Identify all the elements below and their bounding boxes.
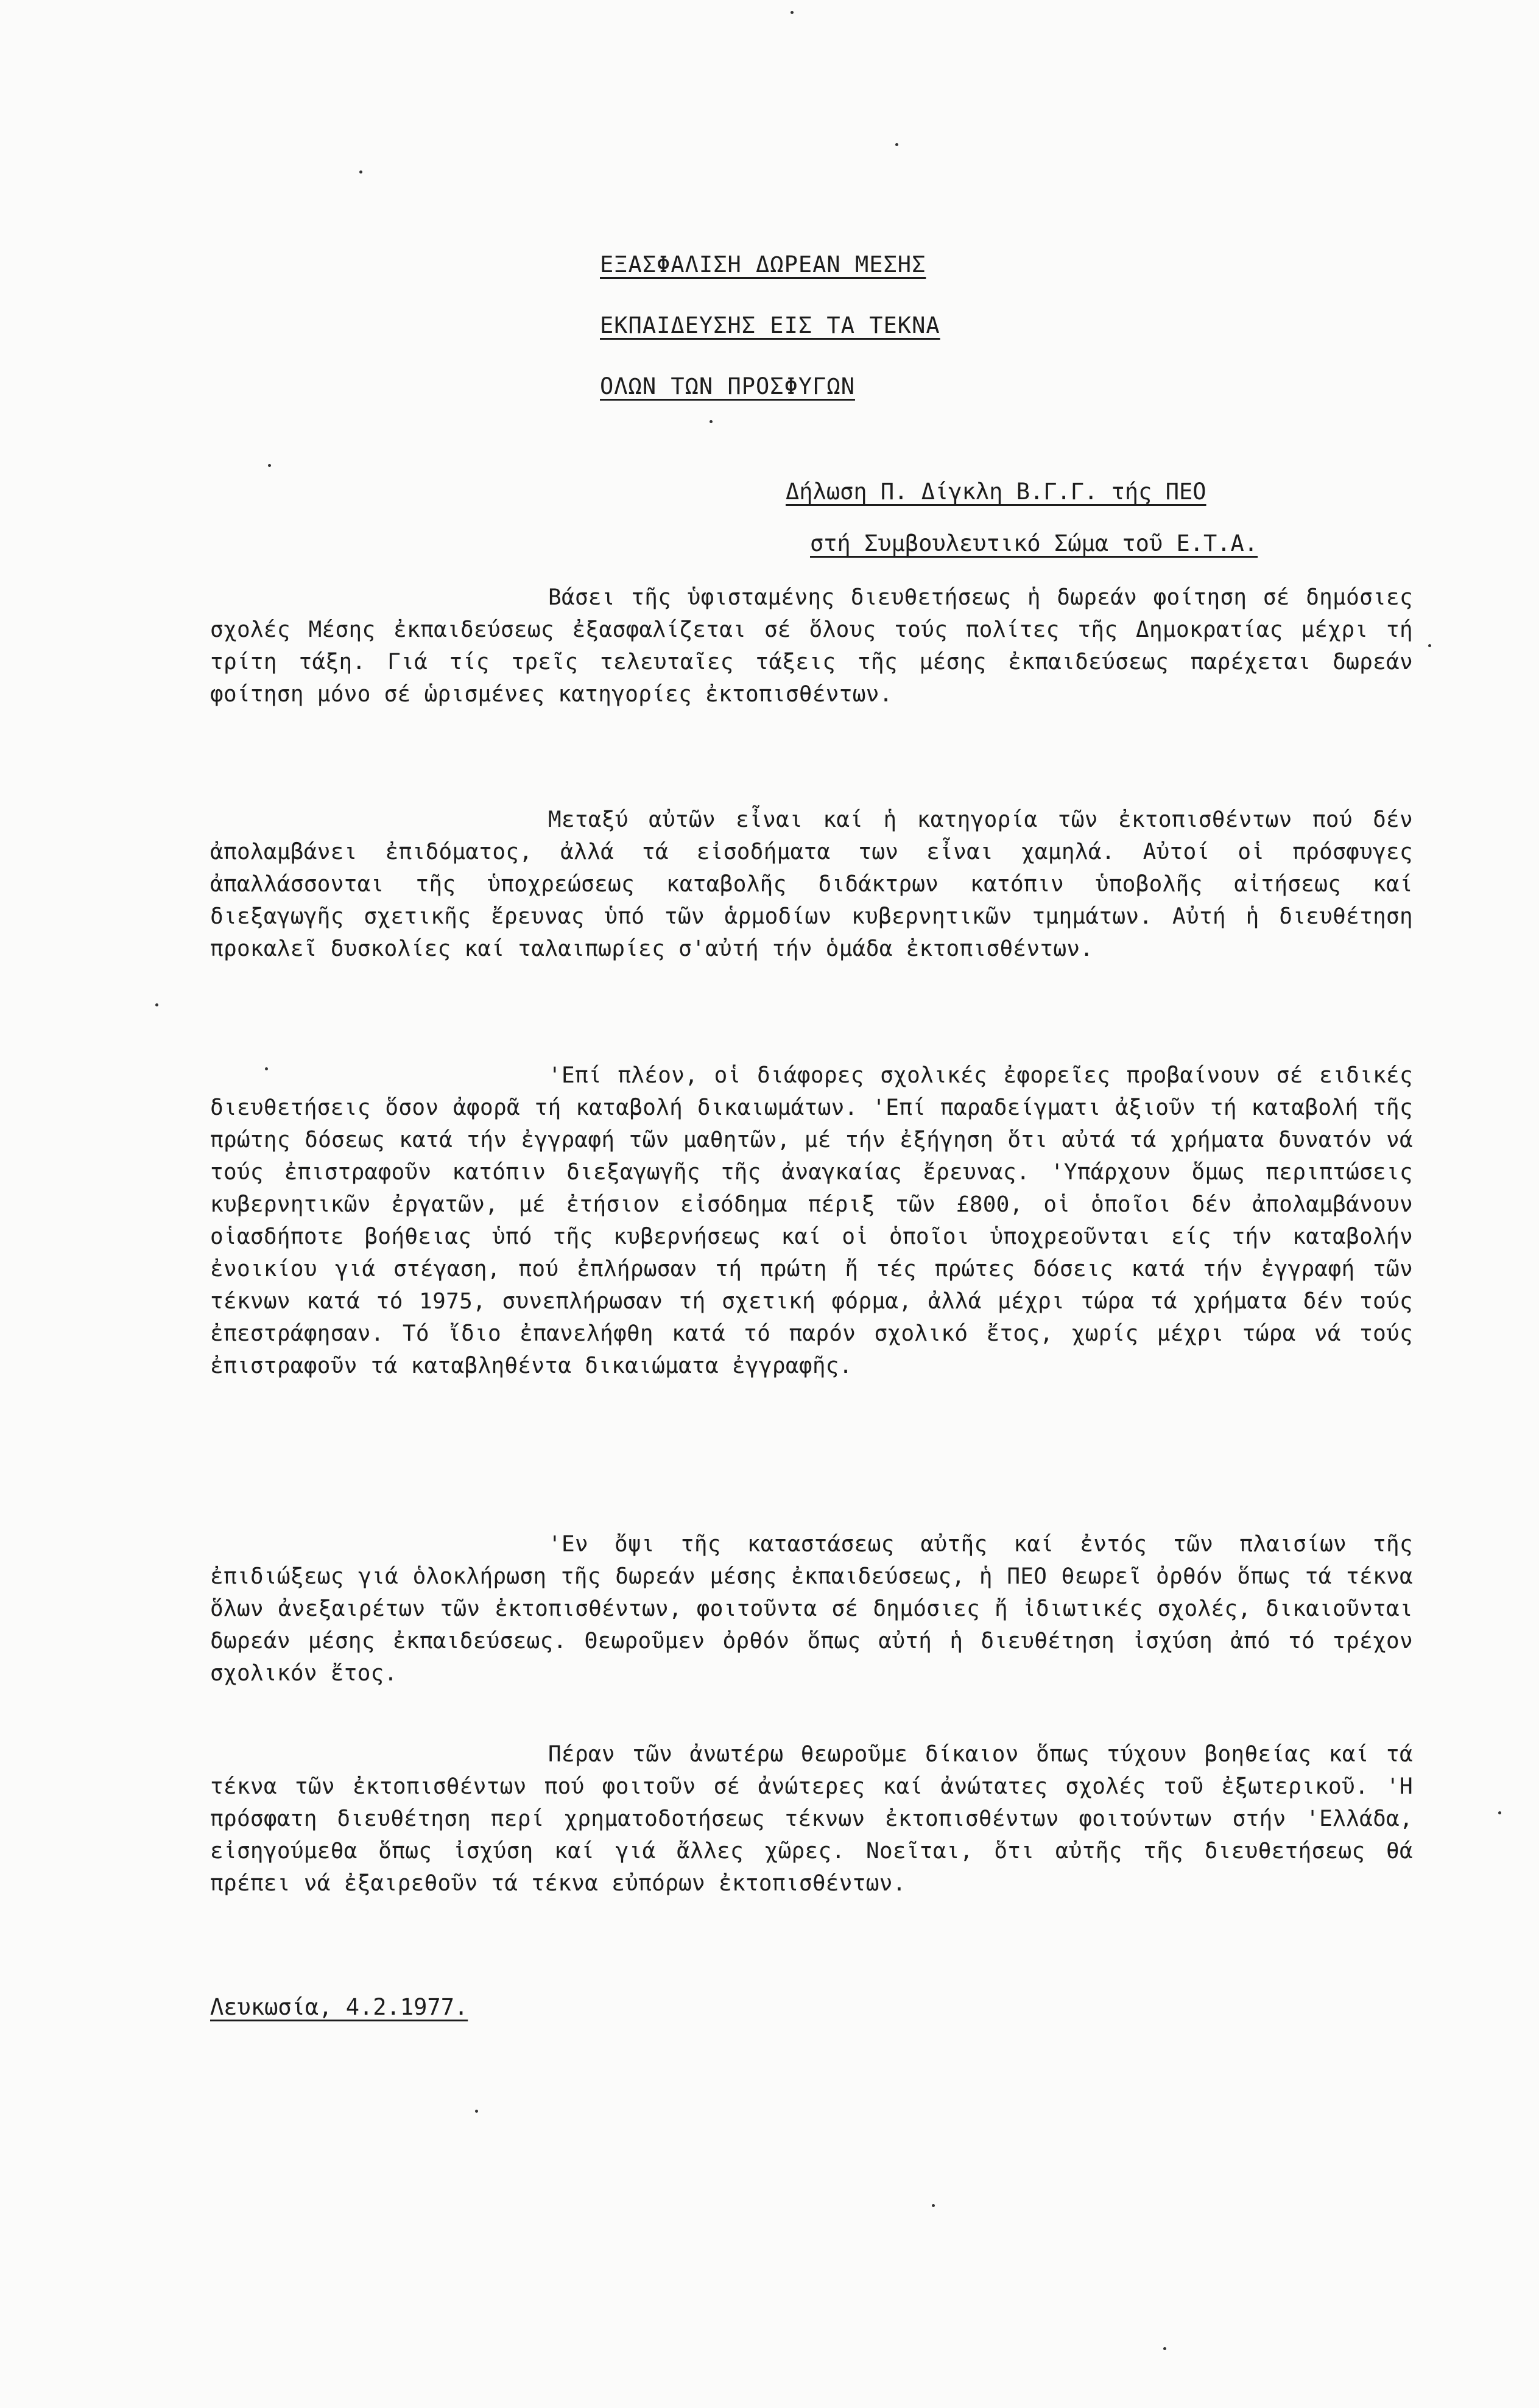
scan-speck [932, 2204, 935, 2207]
scan-speck [895, 143, 898, 146]
paragraph-text: Βάσει τῆς ὑφισταμένης διευθετήσεως ἡ δωρεάν φοίτηση σέ δημόσιες σχολές Μέσης ἐκπαιδεύσεως ἐξασφαλίζεται σέ ὅλους τούς πολίτες τῆς Δημοκρατίας μέχρι τή τρίτη τάξη. Γιά τίς τρεῖς τελευταῖες τάξεις τῆς μέσης ἐκπαιδεύσεως παρέχεται δωρεάν φοίτηση μόνο σέ ὡρισμένες κατηγορίες ἐκτοπισθέντων. [210, 585, 1413, 707]
paragraph-text: 'Επί πλέον, οἱ διάφορες σχολικές ἐφορεῖες προβαίνουν σέ ειδικές διευθετήσεις ὅσον ἀφορᾶ τή καταβολή δικαιωμάτων. 'Επί παραδείγματι ἀξιοῦν τή καταβολή τῆς πρώτης δόσεως κατά τήν ἐγγραφή τῶν μαθητῶν, μέ τήν ἐξήγηση ὅτι αὐτά τά χρήματα δυνατόν νά τούς ἐπιστραφοῦν κατόπιν διεξαγωγῆς τῆς ἀναγκαίας ἔρευνας. 'Υπάρχουν ὅμως περιπτώσεις κυβερνητικῶν ἐργατῶν, μέ ἐτήσιον εἰσόδημα πέριξ τῶν £800, οἱ ὁποῖοι δέν ἀπολαμβάνουν οἱασδήποτε βοήθειας ὑπό τῆς κυβερνήσεως καί οἱ ὁποῖοι ὑποχρεοῦνται είς τήν καταβολήν ἐνοικίου γιά στέγαση, πού ἐπλήρωσαν τή πρώτη ἤ τές πρώτες δόσεις κατά τήν ἐγγραφή τῶν τέκνων κατά τό 1975, συνεπλήρωσαν τή σχετική φόρμα, ἀλλά μέχρι τώρα τά χρήματα δέν τούς ἐπεστράφησαν. Τό ἴδιο ἐπανελήφθη κατά τό παρόν σχολικό ἔτος, χωρίς μέχρι τώρα νά τούς ἐπιστραφοῦν τά καταβληθέντα δικαιώματα ἐγγραφῆς. [210, 1063, 1413, 1378]
scan-speck [1428, 644, 1431, 647]
scan-speck [791, 11, 794, 14]
body-paragraph [210, 1528, 1413, 1690]
title-line: ΟΛΩΝ ΤΩΝ ΠΡΟΣΦΥΓΩΝ [600, 373, 855, 399]
declaration-heading [786, 466, 1395, 569]
title-line: ΕΞΑΣΦΑΛΙΣΗ ΔΩΡΕΑΝ ΜΕΣΗΣ [600, 251, 926, 278]
paragraph-text: Πέραν τῶν ἀνωτέρω θεωροῦμε δίκαιον ὅπως τύχουν βοηθείας καί τά τέκνα τῶν ἐκτοπισθέντων πού φοιτοῦν σέ ἀνώτερες καί ἀνώτατες σχολές τοῦ ἐξωτερικοῦ. 'Η πρόσφατη διευθέτηση περί χρηματοδοτήσεως τέκνων ἐκτοπισθέντων φοιτούντων στήν 'Ελλάδα, εἰσηγούμεθα ὅπως ἰσχύση καί γιά ἄλλες χῶρες. Νοεῖται, ὅτι αὐτῆς τῆς διευθετήσεως θά πρέπει νά ἐξαιρεθοῦν τά τέκνα εὐπόρων ἐκτοπισθέντων. [210, 1742, 1413, 1896]
paragraph-text: 'Εν ὄψι τῆς καταστάσεως αὐτῆς καί ἐντός τῶν πλαισίων τῆς ἐπιδιώξεως γιά ὁλοκλήρωση τῆς δωρεάν μέσης ἐκπαιδεύσεως, ἡ ΠΕΟ θεωρεῖ ὀρθόν ὅπως τά τέκνα ὅλων ἀνεξαιρέτων τῶν ἐκτοπισθέντων, φοιτοῦντα σέ δημόσιες ἤ ἰδιωτικές σχολές, δικαιοῦνται δωρεάν μέσης ἐκπαιδεύσεως. Θεωροῦμεν ὀρθόν ὅπως αὐτή ἡ διευθέτηση ἰσχύση ἀπό τό τρέχον σχολικόν ἔτος. [210, 1532, 1413, 1686]
place-and-date: Λευκωσία, 4.2.1977. [210, 1994, 468, 2020]
scan-speck [359, 170, 362, 174]
body-paragraph [210, 1738, 1413, 1900]
scan-speck [710, 420, 713, 423]
document-title [600, 234, 1038, 417]
scan-speck [265, 1067, 268, 1070]
scan-speck [1163, 2347, 1166, 2350]
body-paragraph [210, 804, 1413, 965]
declaration-author-line: Δήλωση Π. Δίγκλη Β.Γ.Γ. τής ΠΕΟ [786, 479, 1206, 505]
scan-speck [475, 2110, 478, 2113]
declaration-venue-line: στή Συμβουλευτικό Σώμα τοῦ Ε.Τ.Α. [810, 530, 1258, 556]
title-line: ΕΚΠΑΙΔΕΥΣΗΣ ΕΙΣ ΤΑ ΤΕΚΝΑ [600, 312, 940, 339]
scan-speck [155, 1003, 158, 1006]
scan-speck [1498, 1811, 1501, 1814]
scan-speck [268, 464, 271, 467]
paragraph-text: Μεταξύ αὐτῶν εἶναι καί ἡ κατηγορία τῶν ἐκτοπισθέντων πού δέν ἀπολαμβάνει ἐπιδόματος, ἀλλά τά εἰσοδήματα των εἶναι χαμηλά. Αὐτοί οἱ πρόσφυγες ἀπαλλάσσονται τῆς ὑποχρεώσεως καταβολῆς διδάκτρων κατόπιν ὑποβολῆς αἰτήσεως καί διεξαγωγῆς σχετικῆς ἔρευνας ὑπό τῶν ἁρμοδίων κυβερνητικῶν τμημάτων. Αὐτή ἡ διευθέτηση προκαλεῖ δυσκολίες καί ταλαιπωρίες σ'αὐτή τήν ὁμάδα ἐκτοπισθέντων. [210, 807, 1413, 961]
body-paragraph [210, 1059, 1413, 1382]
body-paragraph [210, 581, 1413, 711]
